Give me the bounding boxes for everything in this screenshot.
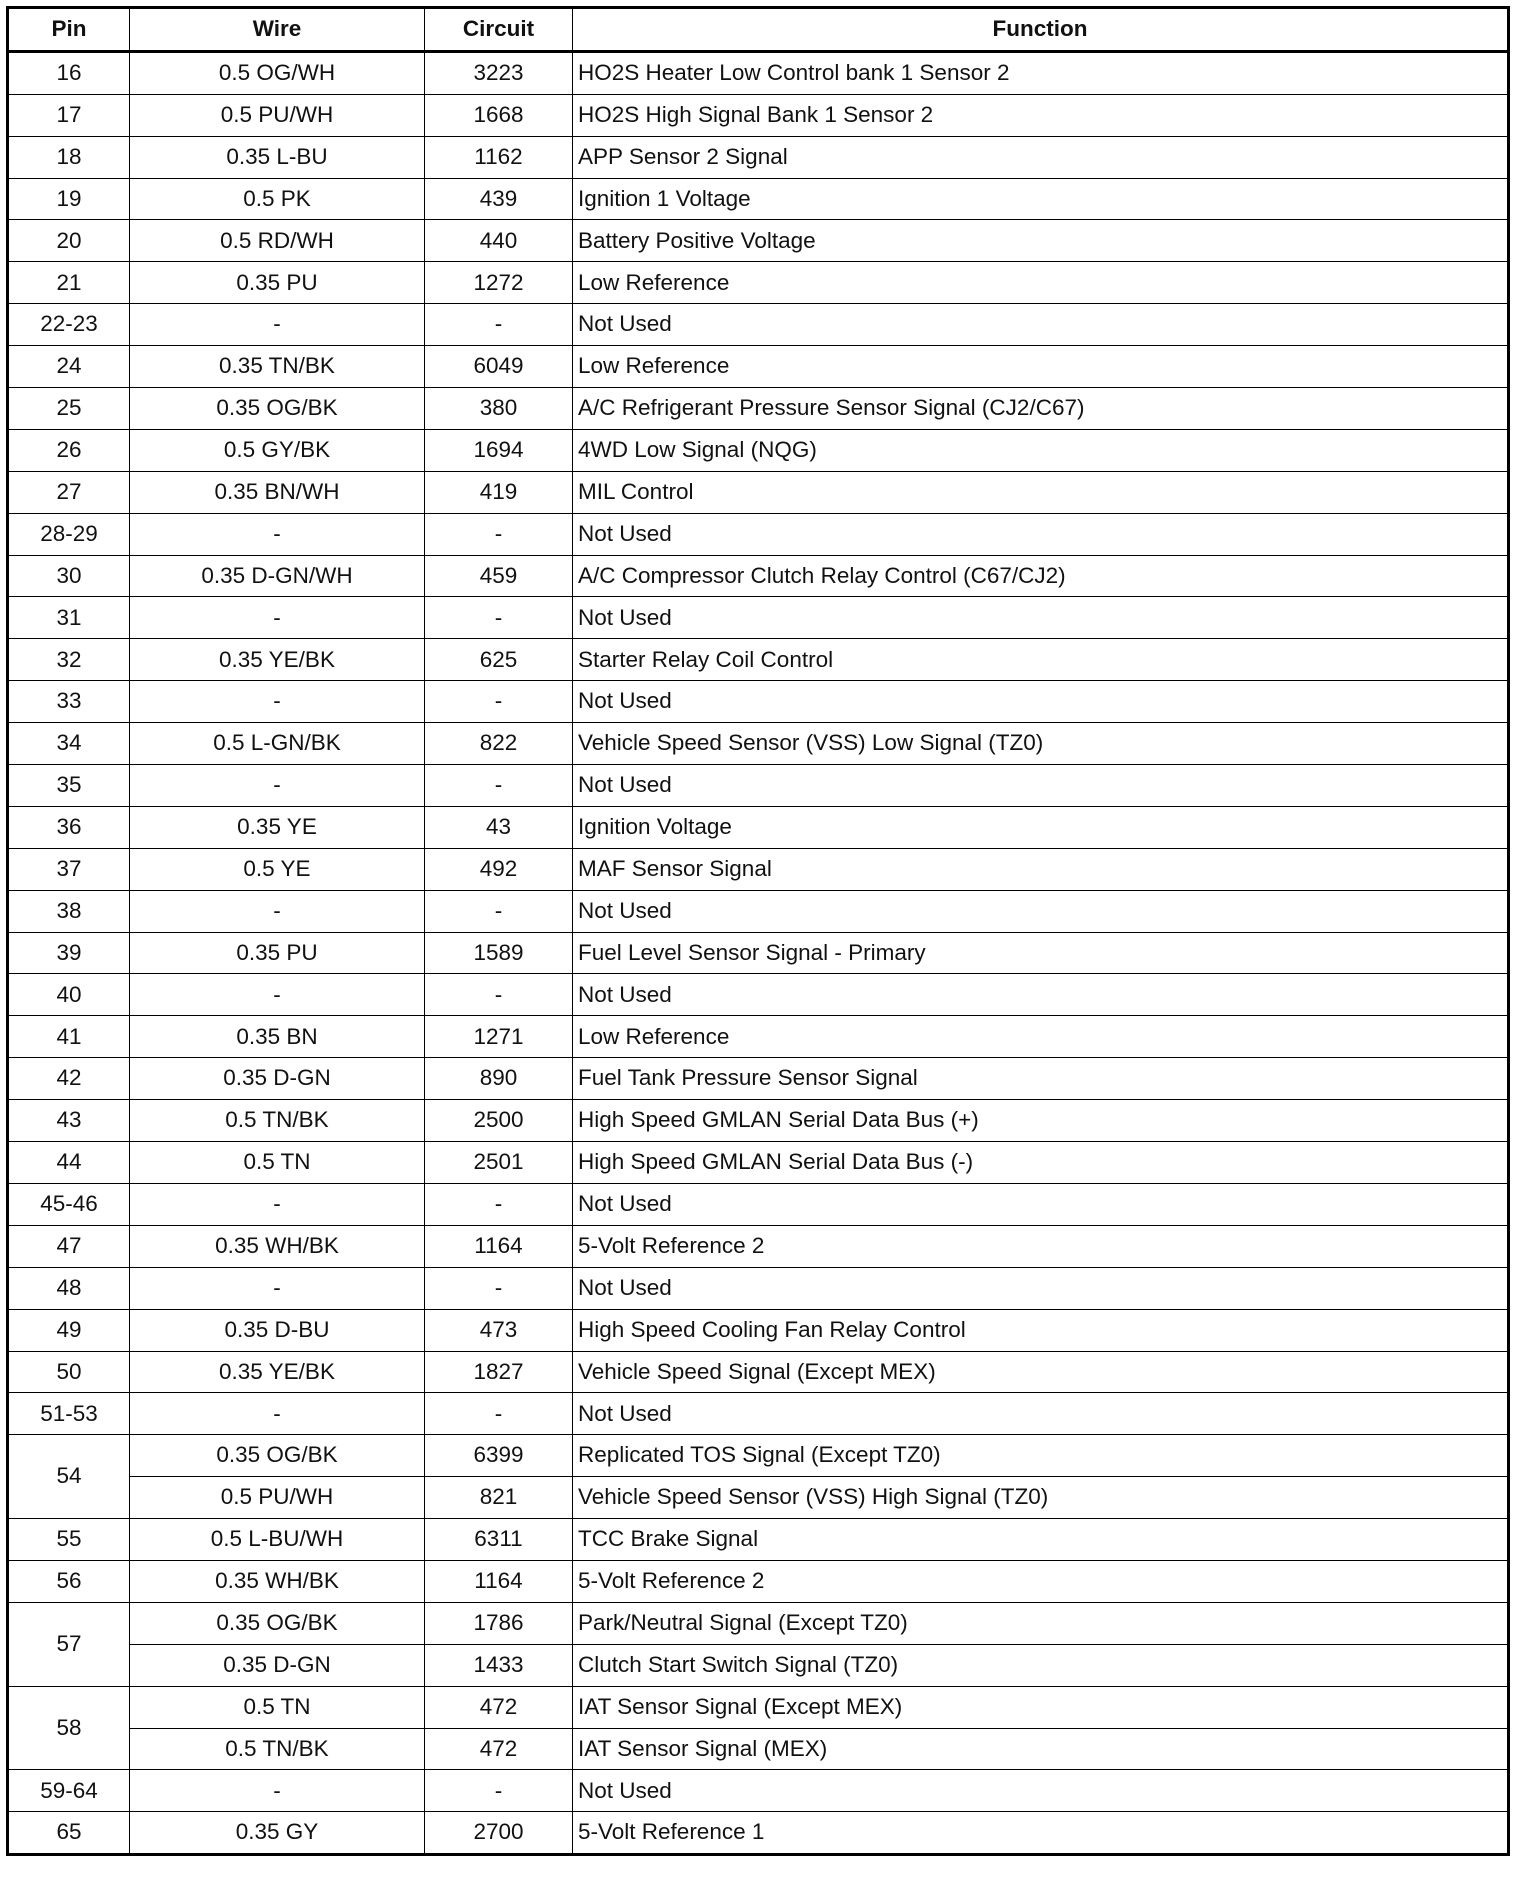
wire-cell: -	[130, 1267, 425, 1309]
function-cell: Ignition 1 Voltage	[573, 178, 1509, 220]
table-row	[8, 346, 1509, 388]
function-cell: IAT Sensor Signal (MEX)	[573, 1728, 1509, 1770]
circuit-cell: 6399	[425, 1435, 573, 1477]
pin-cell: 28-29	[8, 513, 130, 555]
wire-cell: 0.35 WH/BK	[130, 1560, 425, 1602]
table-row	[8, 1100, 1509, 1142]
table-row	[8, 932, 1509, 974]
wire-cell: 0.35 D-GN/WH	[130, 555, 425, 597]
table-row	[8, 220, 1509, 262]
function-cell: Not Used	[573, 1770, 1509, 1812]
function-cell: MIL Control	[573, 471, 1509, 513]
table-row	[8, 1644, 1509, 1686]
table-row	[8, 304, 1509, 346]
pin-cell: 58	[8, 1686, 130, 1770]
function-cell: Vehicle Speed Sensor (VSS) Low Signal (TZ0)	[573, 723, 1509, 765]
circuit-cell: 1668	[425, 94, 573, 136]
table-row	[8, 890, 1509, 932]
wire-cell: 0.35 PU	[130, 262, 425, 304]
wire-cell: 0.5 TN	[130, 1686, 425, 1728]
circuit-cell: 440	[425, 220, 573, 262]
table-row	[8, 555, 1509, 597]
wire-cell: -	[130, 890, 425, 932]
pin-cell: 38	[8, 890, 130, 932]
function-cell: Fuel Tank Pressure Sensor Signal	[573, 1058, 1509, 1100]
table-row	[8, 136, 1509, 178]
table-row	[8, 723, 1509, 765]
function-cell: Not Used	[573, 681, 1509, 723]
pin-cell: 54	[8, 1435, 130, 1519]
wire-cell: -	[130, 765, 425, 807]
table-row	[8, 1058, 1509, 1100]
wire-cell: 0.5 L-GN/BK	[130, 723, 425, 765]
wire-cell: 0.35 BN	[130, 1016, 425, 1058]
pin-cell: 42	[8, 1058, 130, 1100]
function-cell: Starter Relay Coil Control	[573, 639, 1509, 681]
pin-cell: 24	[8, 346, 130, 388]
function-cell: Not Used	[573, 1393, 1509, 1435]
table-row	[8, 429, 1509, 471]
wire-cell: 0.5 PK	[130, 178, 425, 220]
function-cell: Not Used	[573, 1183, 1509, 1225]
pin-cell: 25	[8, 388, 130, 430]
table-row	[8, 1812, 1509, 1855]
header-pin: Pin	[8, 8, 130, 52]
wire-cell: 0.5 TN	[130, 1142, 425, 1184]
table-row	[8, 1225, 1509, 1267]
table-row	[8, 1393, 1509, 1435]
table-row	[8, 1267, 1509, 1309]
pin-cell: 57	[8, 1602, 130, 1686]
wire-cell: -	[130, 597, 425, 639]
wire-cell: 0.5 OG/WH	[130, 51, 425, 94]
function-cell: Not Used	[573, 513, 1509, 555]
table-row	[8, 848, 1509, 890]
circuit-cell: 472	[425, 1728, 573, 1770]
table-row	[8, 806, 1509, 848]
function-cell: Vehicle Speed Sensor (VSS) High Signal (TZ0)	[573, 1477, 1509, 1519]
circuit-cell: 439	[425, 178, 573, 220]
pin-cell: 19	[8, 178, 130, 220]
circuit-cell: 1271	[425, 1016, 573, 1058]
pin-cell: 34	[8, 723, 130, 765]
table-row	[8, 597, 1509, 639]
table-row	[8, 1309, 1509, 1351]
table-row	[8, 1728, 1509, 1770]
wire-cell: 0.35 YE/BK	[130, 639, 425, 681]
function-cell: APP Sensor 2 Signal	[573, 136, 1509, 178]
function-cell: Ignition Voltage	[573, 806, 1509, 848]
pin-cell: 26	[8, 429, 130, 471]
pin-cell: 36	[8, 806, 130, 848]
table-row	[8, 1560, 1509, 1602]
circuit-cell: 459	[425, 555, 573, 597]
pin-cell: 17	[8, 94, 130, 136]
table-row	[8, 1602, 1509, 1644]
table-row	[8, 513, 1509, 555]
header-circuit: Circuit	[425, 8, 573, 52]
wire-cell: -	[130, 1770, 425, 1812]
table-row	[8, 1686, 1509, 1728]
pin-cell: 22-23	[8, 304, 130, 346]
circuit-cell: 2501	[425, 1142, 573, 1184]
circuit-cell: 2700	[425, 1812, 573, 1855]
wire-cell: 0.5 YE	[130, 848, 425, 890]
circuit-cell: 3223	[425, 51, 573, 94]
circuit-cell: 419	[425, 471, 573, 513]
wire-cell: 0.35 PU	[130, 932, 425, 974]
pin-cell: 37	[8, 848, 130, 890]
function-cell: IAT Sensor Signal (Except MEX)	[573, 1686, 1509, 1728]
table-row	[8, 178, 1509, 220]
function-cell: A/C Refrigerant Pressure Sensor Signal (CJ2/C67)	[573, 388, 1509, 430]
table-row	[8, 1477, 1509, 1519]
pin-cell: 31	[8, 597, 130, 639]
function-cell: Low Reference	[573, 346, 1509, 388]
table-row	[8, 1435, 1509, 1477]
function-cell: HO2S High Signal Bank 1 Sensor 2	[573, 94, 1509, 136]
table-header	[8, 8, 1509, 52]
pin-cell: 32	[8, 639, 130, 681]
table-row	[8, 681, 1509, 723]
wire-cell: 0.35 L-BU	[130, 136, 425, 178]
circuit-cell: 43	[425, 806, 573, 848]
table-row	[8, 1519, 1509, 1561]
circuit-cell: 1164	[425, 1560, 573, 1602]
pin-cell: 51-53	[8, 1393, 130, 1435]
pin-cell: 30	[8, 555, 130, 597]
table-row	[8, 1183, 1509, 1225]
function-cell: Not Used	[573, 765, 1509, 807]
wire-cell: -	[130, 513, 425, 555]
pin-cell: 33	[8, 681, 130, 723]
wire-cell: 0.5 L-BU/WH	[130, 1519, 425, 1561]
function-cell: High Speed Cooling Fan Relay Control	[573, 1309, 1509, 1351]
circuit-cell: 6049	[425, 346, 573, 388]
wire-cell: 0.35 GY	[130, 1812, 425, 1855]
circuit-cell: -	[425, 765, 573, 807]
wire-cell: 0.35 D-BU	[130, 1309, 425, 1351]
circuit-cell: 1433	[425, 1644, 573, 1686]
circuit-cell: 473	[425, 1309, 573, 1351]
pin-cell: 50	[8, 1351, 130, 1393]
pin-cell: 21	[8, 262, 130, 304]
circuit-cell: 1694	[425, 429, 573, 471]
circuit-cell: 1164	[425, 1225, 573, 1267]
table-row	[8, 51, 1509, 94]
pin-cell: 44	[8, 1142, 130, 1184]
wire-cell: 0.35 OG/BK	[130, 1435, 425, 1477]
wire-cell: -	[130, 974, 425, 1016]
wire-cell: 0.35 D-GN	[130, 1058, 425, 1100]
wire-cell: 0.35 YE	[130, 806, 425, 848]
function-cell: Clutch Start Switch Signal (TZ0)	[573, 1644, 1509, 1686]
wire-cell: 0.35 YE/BK	[130, 1351, 425, 1393]
pin-cell: 16	[8, 51, 130, 94]
circuit-cell: 625	[425, 639, 573, 681]
pin-cell: 48	[8, 1267, 130, 1309]
function-cell: 5-Volt Reference 2	[573, 1225, 1509, 1267]
circuit-cell: -	[425, 1770, 573, 1812]
wire-cell: 0.5 PU/WH	[130, 94, 425, 136]
circuit-cell: 1786	[425, 1602, 573, 1644]
function-cell: TCC Brake Signal	[573, 1519, 1509, 1561]
table-row	[8, 1351, 1509, 1393]
circuit-cell: 492	[425, 848, 573, 890]
pin-cell: 45-46	[8, 1183, 130, 1225]
table-row	[8, 1016, 1509, 1058]
circuit-cell: 6311	[425, 1519, 573, 1561]
function-cell: Low Reference	[573, 1016, 1509, 1058]
function-cell: A/C Compressor Clutch Relay Control (C67/CJ2)	[573, 555, 1509, 597]
table-body	[8, 51, 1509, 1854]
function-cell: Low Reference	[573, 262, 1509, 304]
function-cell: Vehicle Speed Signal (Except MEX)	[573, 1351, 1509, 1393]
table-row	[8, 974, 1509, 1016]
circuit-cell: 822	[425, 723, 573, 765]
wire-cell: 0.35 WH/BK	[130, 1225, 425, 1267]
wire-cell: 0.35 D-GN	[130, 1644, 425, 1686]
header-row	[8, 8, 1509, 52]
circuit-cell: -	[425, 304, 573, 346]
wire-cell: 0.5 RD/WH	[130, 220, 425, 262]
function-cell: 5-Volt Reference 1	[573, 1812, 1509, 1855]
wire-cell: 0.5 TN/BK	[130, 1728, 425, 1770]
pin-cell: 35	[8, 765, 130, 807]
table-row	[8, 262, 1509, 304]
header-function: Function	[573, 8, 1509, 52]
circuit-cell: 1272	[425, 262, 573, 304]
wire-cell: 0.5 TN/BK	[130, 1100, 425, 1142]
table-row	[8, 639, 1509, 681]
circuit-cell: -	[425, 597, 573, 639]
function-cell: Not Used	[573, 597, 1509, 639]
pin-cell: 18	[8, 136, 130, 178]
function-cell: Not Used	[573, 304, 1509, 346]
function-cell: Park/Neutral Signal (Except TZ0)	[573, 1602, 1509, 1644]
function-cell: MAF Sensor Signal	[573, 848, 1509, 890]
function-cell: 5-Volt Reference 2	[573, 1560, 1509, 1602]
wire-cell: 0.35 BN/WH	[130, 471, 425, 513]
pin-cell: 47	[8, 1225, 130, 1267]
function-cell: Battery Positive Voltage	[573, 220, 1509, 262]
circuit-cell: -	[425, 1267, 573, 1309]
circuit-cell: 1162	[425, 136, 573, 178]
circuit-cell: 380	[425, 388, 573, 430]
pin-cell: 40	[8, 974, 130, 1016]
wire-cell: -	[130, 1183, 425, 1225]
pin-cell: 20	[8, 220, 130, 262]
function-cell: Replicated TOS Signal (Except TZ0)	[573, 1435, 1509, 1477]
circuit-cell: -	[425, 1183, 573, 1225]
pin-cell: 27	[8, 471, 130, 513]
circuit-cell: -	[425, 1393, 573, 1435]
pin-cell: 41	[8, 1016, 130, 1058]
circuit-cell: 472	[425, 1686, 573, 1728]
wire-cell: 0.35 OG/BK	[130, 1602, 425, 1644]
pin-cell: 49	[8, 1309, 130, 1351]
table-row	[8, 94, 1509, 136]
pin-cell: 59-64	[8, 1770, 130, 1812]
circuit-cell: -	[425, 974, 573, 1016]
pin-cell: 55	[8, 1519, 130, 1561]
pin-cell: 43	[8, 1100, 130, 1142]
circuit-cell: 890	[425, 1058, 573, 1100]
pin-cell: 65	[8, 1812, 130, 1855]
table-row	[8, 471, 1509, 513]
table-row	[8, 765, 1509, 807]
function-cell: High Speed GMLAN Serial Data Bus (+)	[573, 1100, 1509, 1142]
function-cell: Fuel Level Sensor Signal - Primary	[573, 932, 1509, 974]
table-row	[8, 1770, 1509, 1812]
circuit-cell: 821	[425, 1477, 573, 1519]
circuit-cell: 1589	[425, 932, 573, 974]
wire-cell: -	[130, 304, 425, 346]
wire-cell: 0.35 TN/BK	[130, 346, 425, 388]
wire-cell: 0.5 PU/WH	[130, 1477, 425, 1519]
circuit-cell: -	[425, 513, 573, 555]
function-cell: HO2S Heater Low Control bank 1 Sensor 2	[573, 51, 1509, 94]
wire-cell: -	[130, 681, 425, 723]
pin-cell: 39	[8, 932, 130, 974]
circuit-cell: -	[425, 681, 573, 723]
function-cell: 4WD Low Signal (NQG)	[573, 429, 1509, 471]
function-cell: Not Used	[573, 890, 1509, 932]
pin-cell: 56	[8, 1560, 130, 1602]
circuit-cell: -	[425, 890, 573, 932]
function-cell: Not Used	[573, 1267, 1509, 1309]
wire-cell: -	[130, 1393, 425, 1435]
pinout-table	[6, 6, 1510, 1856]
circuit-cell: 1827	[425, 1351, 573, 1393]
function-cell: Not Used	[573, 974, 1509, 1016]
table-row	[8, 1142, 1509, 1184]
function-cell: High Speed GMLAN Serial Data Bus (-)	[573, 1142, 1509, 1184]
table-row	[8, 388, 1509, 430]
wire-cell: 0.35 OG/BK	[130, 388, 425, 430]
wire-cell: 0.5 GY/BK	[130, 429, 425, 471]
circuit-cell: 2500	[425, 1100, 573, 1142]
header-wire: Wire	[130, 8, 425, 52]
